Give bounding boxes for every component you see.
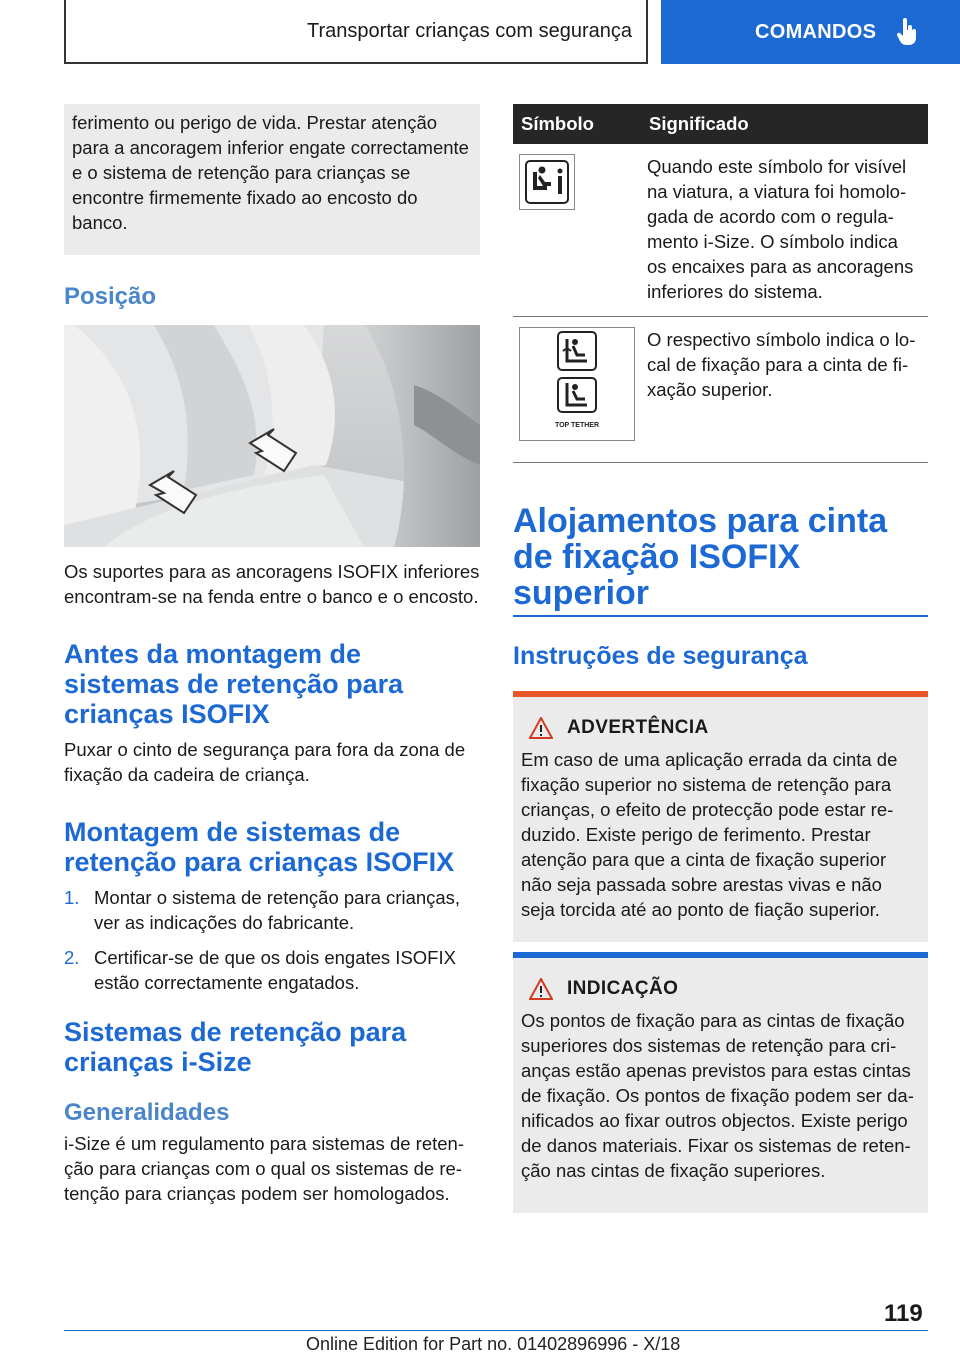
warning-triangle-icon bbox=[529, 717, 553, 739]
step-number: 1. bbox=[64, 887, 80, 908]
top-tether-label: TOP TETHER bbox=[554, 421, 600, 429]
intro-text: ferimento ou perigo de vida. Prestar atenção para a ancoragem inferior engate correctamente e o sistema de retenção para crianças se encontre firmemente fixado ao encosto do banco. bbox=[72, 112, 469, 233]
seat-anchorage-photo bbox=[64, 325, 480, 547]
symbol-table bbox=[513, 104, 928, 463]
page-number: 119 bbox=[884, 1300, 923, 1327]
section-title: Transportar crianças com segurança bbox=[307, 19, 632, 42]
warning-title: ADVERTÊNCIA bbox=[567, 717, 709, 738]
before-mounting-heading: Antes da montagem de sistemas de retenção para crianças ISOFIX bbox=[64, 639, 404, 729]
left-column bbox=[64, 104, 480, 1206]
step-text: Certificar-se de que os dois engates ISOFIX estão correctamente engatados. bbox=[94, 947, 456, 993]
warning-title-row bbox=[529, 717, 920, 739]
chapter-title: COMANDOS bbox=[755, 20, 877, 43]
mounting-heading: Montagem de sistemas de retenção para crianças ISOFIX bbox=[64, 817, 455, 877]
note-box bbox=[513, 952, 928, 1213]
table-row bbox=[513, 144, 928, 317]
symbol-cell bbox=[513, 144, 641, 317]
warning-triangle-icon bbox=[529, 978, 553, 1000]
photo-caption: Os suportes para as ancoragens ISOFIX inferiores encontram-se na fenda entre o banco e o encosto. bbox=[64, 561, 480, 607]
mounting-steps bbox=[64, 885, 480, 995]
before-mounting-text: Puxar o cinto de segurança para fora da zona de fixação da cadeira de criança. bbox=[64, 739, 466, 785]
symbol-cell bbox=[513, 317, 641, 463]
table-header-meaning: Significado bbox=[641, 104, 928, 144]
intro-box bbox=[64, 104, 480, 255]
warning-box bbox=[513, 691, 928, 942]
position-heading: Posição bbox=[64, 283, 157, 310]
isize-symbol-icon bbox=[519, 154, 575, 210]
meaning-cell: O respectivo símbolo indica o local de fixação para a cinta de fixação superior. bbox=[641, 317, 928, 463]
meaning-cell: Quando este símbolo for visível na viatura, a viatura foi homologada de acordo com o regulamento i-Size. O símbolo indica os encaixes para as ancoragens inferiores do sistema. bbox=[641, 144, 928, 317]
footer-edition: Online Edition for Part no. 01402896996 - X/18 bbox=[306, 1334, 681, 1354]
note-title-row bbox=[529, 978, 920, 1000]
safety-heading: Instruções de segurança bbox=[513, 642, 808, 670]
top-tether-symbol-icon bbox=[519, 327, 635, 441]
general-heading: Generalidades bbox=[64, 1099, 230, 1126]
list-item bbox=[64, 945, 480, 995]
list-item bbox=[64, 885, 480, 935]
pointing-hand-icon bbox=[896, 18, 918, 46]
header-section-title bbox=[64, 0, 648, 64]
right-column bbox=[513, 104, 928, 1213]
general-text: i-Size é um regulamento para sistemas de retenção para crianças com o qual os sistemas de retenção para crianças podem ser homologados. bbox=[64, 1133, 465, 1204]
note-text: Os pontos de fixação para as cintas de fixação superiores dos sistemas de retenção para crianças estão apenas previstos para estas cintas de fixação. Os pontos de fixação podem ser danificados ao fixar outros objectos. Existe perigo de danos materiais. Fixar os sistemas de retenção nas cintas de fixação superiores. bbox=[521, 1010, 914, 1181]
note-title: INDICAÇÃO bbox=[567, 978, 679, 999]
header-chapter-tab bbox=[661, 0, 960, 64]
table-header-symbol: Símbolo bbox=[513, 104, 641, 144]
table-row bbox=[513, 317, 928, 463]
step-text: Montar o sistema de retenção para crianças, ver as indicações do fabricante. bbox=[94, 887, 461, 933]
isize-heading: Sistemas de retenção para crianças i-Size bbox=[64, 1017, 407, 1077]
warning-text: Em caso de uma aplicação errada da cinta de fixação superior no sistema de retenção para crianças, o efeito de protecção pode estar reduzido. Existe perigo de ferimento. Prestar atenção para que a cinta de fixação superior não seja passada sobre arestas vivas e não seja torcida até ao ponto de fiação superior. bbox=[521, 749, 898, 920]
step-number: 2. bbox=[64, 947, 80, 968]
footer-divider bbox=[64, 1330, 928, 1331]
main-heading: Alojamentos para cinta de fixação ISOFIX superior bbox=[513, 503, 928, 617]
